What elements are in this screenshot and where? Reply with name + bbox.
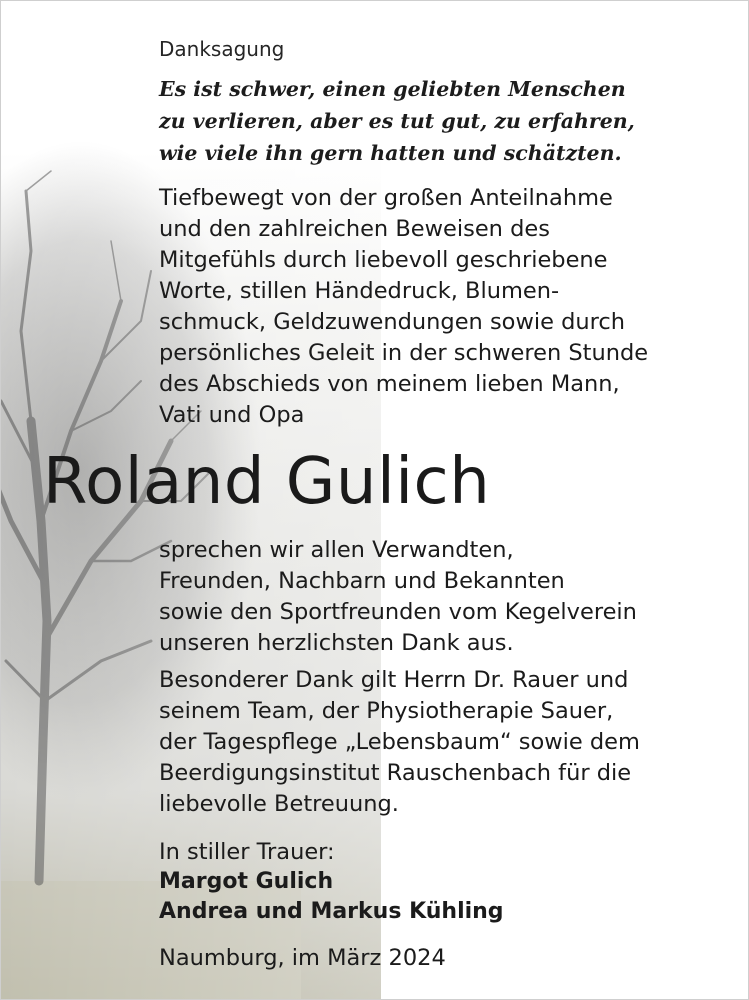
deceased-name: Roland Gulich (43, 445, 491, 519)
paragraph-line: des Abschieds von meinem lieben Mann, (159, 371, 620, 397)
paragraph-line: der Tagespflege „Lebensbaum“ sowie dem (159, 729, 640, 755)
thanks-paragraph-2 (159, 535, 637, 659)
verse-line: wie viele ihn gern hatten und schätzten. (159, 141, 622, 165)
paragraph-line: persönliches Geleit in der schweren Stunde (159, 340, 649, 366)
paragraph-line: Tiefbewegt von der großen Anteilnahme (159, 185, 613, 211)
mourning-label: In stiller Trauer: (159, 839, 335, 865)
paragraph-line: sprechen wir allen Verwandten, (159, 537, 514, 563)
verse-quote (159, 73, 635, 169)
paragraph-line: unseren herzlichsten Dank aus. (159, 630, 514, 656)
paragraph-line: und den zahlreichen Beweisen des (159, 216, 550, 242)
paragraph-line: Freunden, Nachbarn und Bekannten (159, 568, 565, 594)
paragraph-line: Besonderer Dank gilt Herrn Dr. Rauer und (159, 667, 629, 693)
paragraph-line: liebevolle Betreuung. (159, 791, 399, 817)
paragraph-line: seinem Team, der Physiotherapie Sauer, (159, 698, 614, 724)
paragraph-line: Beerdigungsinstitut Rauschenbach für die (159, 760, 632, 786)
place-date: Naumburg, im März 2024 (159, 945, 446, 971)
thanks-paragraph-1 (159, 183, 648, 431)
mourner-name: Margot Gulich (159, 869, 334, 894)
obituary-text (1, 1, 749, 1000)
card-heading: Danksagung (159, 37, 285, 61)
verse-line: Es ist schwer, einen geliebten Menschen (159, 77, 626, 101)
paragraph-line: Mitgefühls durch liebevoll geschriebene (159, 247, 608, 273)
mourner-name: Andrea und Markus Kühling (159, 899, 504, 924)
thanks-paragraph-3 (159, 665, 640, 820)
paragraph-line: Worte, stillen Händedruck, Blumen- (159, 278, 560, 304)
verse-line: zu verlieren, aber es tut gut, zu erfahren, (159, 109, 635, 133)
paragraph-line: sowie den Sportfreunden vom Kegelverein (159, 599, 637, 625)
paragraph-line: Vati und Opa (159, 402, 305, 428)
paragraph-line: schmuck, Geldzuwendungen sowie durch (159, 309, 626, 335)
